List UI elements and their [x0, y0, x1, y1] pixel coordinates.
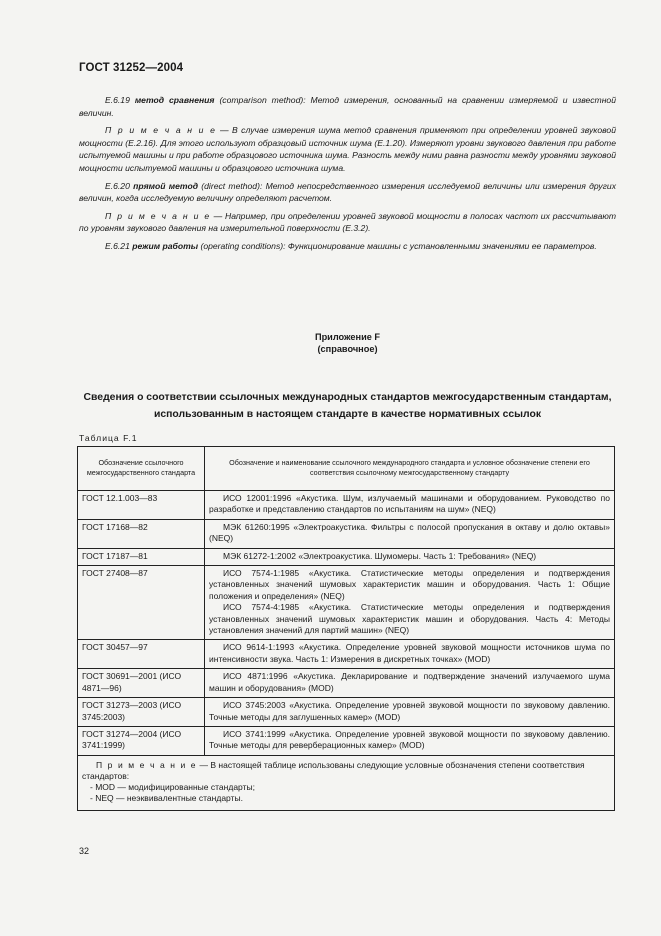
standard-text: МЭК 61272-1:2002 «Электроакустика. Шумомеры. Часть 1: Требования» (NEQ): [223, 550, 537, 561]
table-label: Таблица F.1: [79, 433, 138, 443]
term: метод сравнения: [134, 95, 215, 105]
term: режим работы: [132, 240, 199, 251]
table-row: [78, 519, 615, 548]
standard-text: ИСО 4871:1996 «Акустика. Декларирование и подтверждение значений излучаемого шума машин и оборудования» (MOD): [209, 671, 610, 693]
standard-cell: [205, 519, 615, 548]
note-e-6-20: [79, 210, 616, 235]
gost-cell: ГОСТ 31274—2004 (ИСО 3741:1999): [78, 726, 205, 755]
page-number: 32: [79, 846, 90, 856]
standard-text: МЭК 61260:1995 «Электроакустика. Фильтры с полосой пропускания в октаву и долю октавы» (NEQ): [209, 521, 610, 544]
standard-cell: [205, 566, 615, 640]
note-item: - MOD — модифицированные стандарты;: [90, 781, 255, 792]
table-row: [78, 726, 615, 755]
note-text: — Например, при определении уровней звуковой мощности в полосах частот их рассчитывают по уровням звукового давления на измерительной поверхности (Е.3.2).: [79, 210, 616, 234]
standard-cell: [205, 698, 615, 727]
annex-heading: [79, 331, 616, 355]
table-note-row: [78, 755, 615, 810]
clause-number: Е.6.19: [105, 95, 130, 105]
definition-e-6-21: [79, 240, 616, 253]
column-header: Обозначение и наименование ссылочного международного стандарта и условное обозначение степени его соответствия ссылочному межгосударственному стандарту: [205, 447, 615, 491]
clause-number: Е.6.20: [105, 180, 130, 191]
gost-cell: ГОСТ 31273—2003 (ИСО 3745:2003): [78, 698, 205, 727]
note-label: П р и м е ч а н и е: [96, 759, 198, 770]
standard-cell: [205, 548, 615, 565]
standard-text: ИСО 12001:1996 «Акустика. Шум, излучаемый машинами и оборудованием. Руководство по разработке и представлению стандартов по испытаниям на шум» (NEQ): [209, 493, 610, 515]
note-intro: [82, 760, 610, 782]
definition-e-6-19: [79, 94, 616, 119]
definition-text: (operating conditions): Функционирование машины с установленными значениями ее параметров.: [198, 240, 597, 251]
note-e-6-19: [79, 124, 616, 174]
gost-cell: ГОСТ 12.1.003—83: [78, 491, 205, 520]
definition-text: (comparison method): Метод измерения, основанный на сравнении измеряемой и известной величин.: [79, 95, 616, 118]
standard-cell: [205, 640, 615, 669]
table-row: [78, 698, 615, 727]
table-row: [78, 548, 615, 565]
gost-cell: ГОСТ 17168—82: [78, 519, 205, 548]
annex-section-title: Сведения о соответствии ссылочных международных стандартов межгосударственным стандартам, использованным в настоящем стандарте в качестве нормативных ссылок: [83, 392, 612, 420]
table-row: [78, 640, 615, 669]
annex-subtitle: (справочное): [317, 344, 378, 354]
note-text: — В настоящей таблице использованы следующие условные обозначения степени соответствия стандартов:: [82, 759, 585, 781]
gost-cell: ГОСТ 17187—81: [78, 548, 205, 565]
document-header: ГОСТ 31252—2004: [79, 62, 184, 74]
table-row: [78, 669, 615, 698]
standards-table: [77, 446, 615, 811]
definitions-section: [79, 94, 616, 258]
gost-cell: ГОСТ 30457—97: [78, 640, 205, 669]
standard-text: ИСО 7574-1:1985 «Акустика. Статистические методы определения и подтверждения установленных значений шумовых характеристик машин и оборудования. Часть 1: Общие положения и определения» (NEQ): [209, 568, 610, 601]
table-row: [78, 491, 615, 520]
column-header: Обозначение ссылочного межгосударственного стандарта: [78, 447, 205, 491]
standard-cell: [205, 491, 615, 520]
gost-cell: ГОСТ 27408—87: [78, 566, 205, 640]
standard-cell: [205, 669, 615, 698]
annex-title: Приложение F: [314, 332, 381, 342]
note-label: П р и м е ч а н и е: [105, 125, 217, 136]
standard-text: ИСО 3745:2003 «Акустика. Определение уровней звуковой мощности по звуковому давлению. Точные методы для заглушенных камер» (MOD): [209, 700, 610, 722]
table-note: [78, 755, 615, 810]
standard-cell: [205, 726, 615, 755]
standard-text: ИСО 9614-1:1993 «Акустика. Определение уровней звуковой мощности источников шума по интенсивности звука. Часть 1: Измерения в дискретных точках» (MOD): [209, 642, 610, 664]
table-header-row: [78, 447, 615, 491]
definition-e-6-20: [79, 180, 616, 205]
table-row: [78, 566, 615, 640]
standard-text: ИСО 3741:1999 «Акустика. Определение уровней звуковой мощности по звуковому давлению. Точные методы для реверберационных камер» (MOD): [209, 728, 610, 751]
note-label: П р и м е ч а н и е: [105, 210, 211, 221]
gost-cell: ГОСТ 30691—2001 (ИСО 4871—96): [78, 669, 205, 698]
standard-text: ИСО 7574-4:1985 «Акустика. Статистические методы определения и подтверждения установленных значений шумовых характеристик машин и оборудования. Часть 4: Методы установления значений для партий машин» (NEQ): [209, 602, 610, 636]
note-item: - NEQ — неэквивалентные стандарты.: [90, 792, 243, 803]
note-text: — В случае измерения шума метод сравнения применяют при определении уровней звуковой мощности (Е.2.16). Для этого используют образцовый источник шума (Е.1.20). Измеряют уровни звукового давления при работе испытуемой машины и при работе образцового источника шума. Разность между ними равна разности между уровнями звуковой мощности испытуемой машины и образцового источника шума.: [79, 125, 616, 173]
clause-number: Е.6.21: [105, 240, 130, 251]
definition-text: (direct method): Метод непосредственного измерения исследуемой величины или измерения других величин, когда исследуемую величину определяют расчетом.: [79, 180, 617, 204]
term: прямой метод: [133, 180, 199, 191]
